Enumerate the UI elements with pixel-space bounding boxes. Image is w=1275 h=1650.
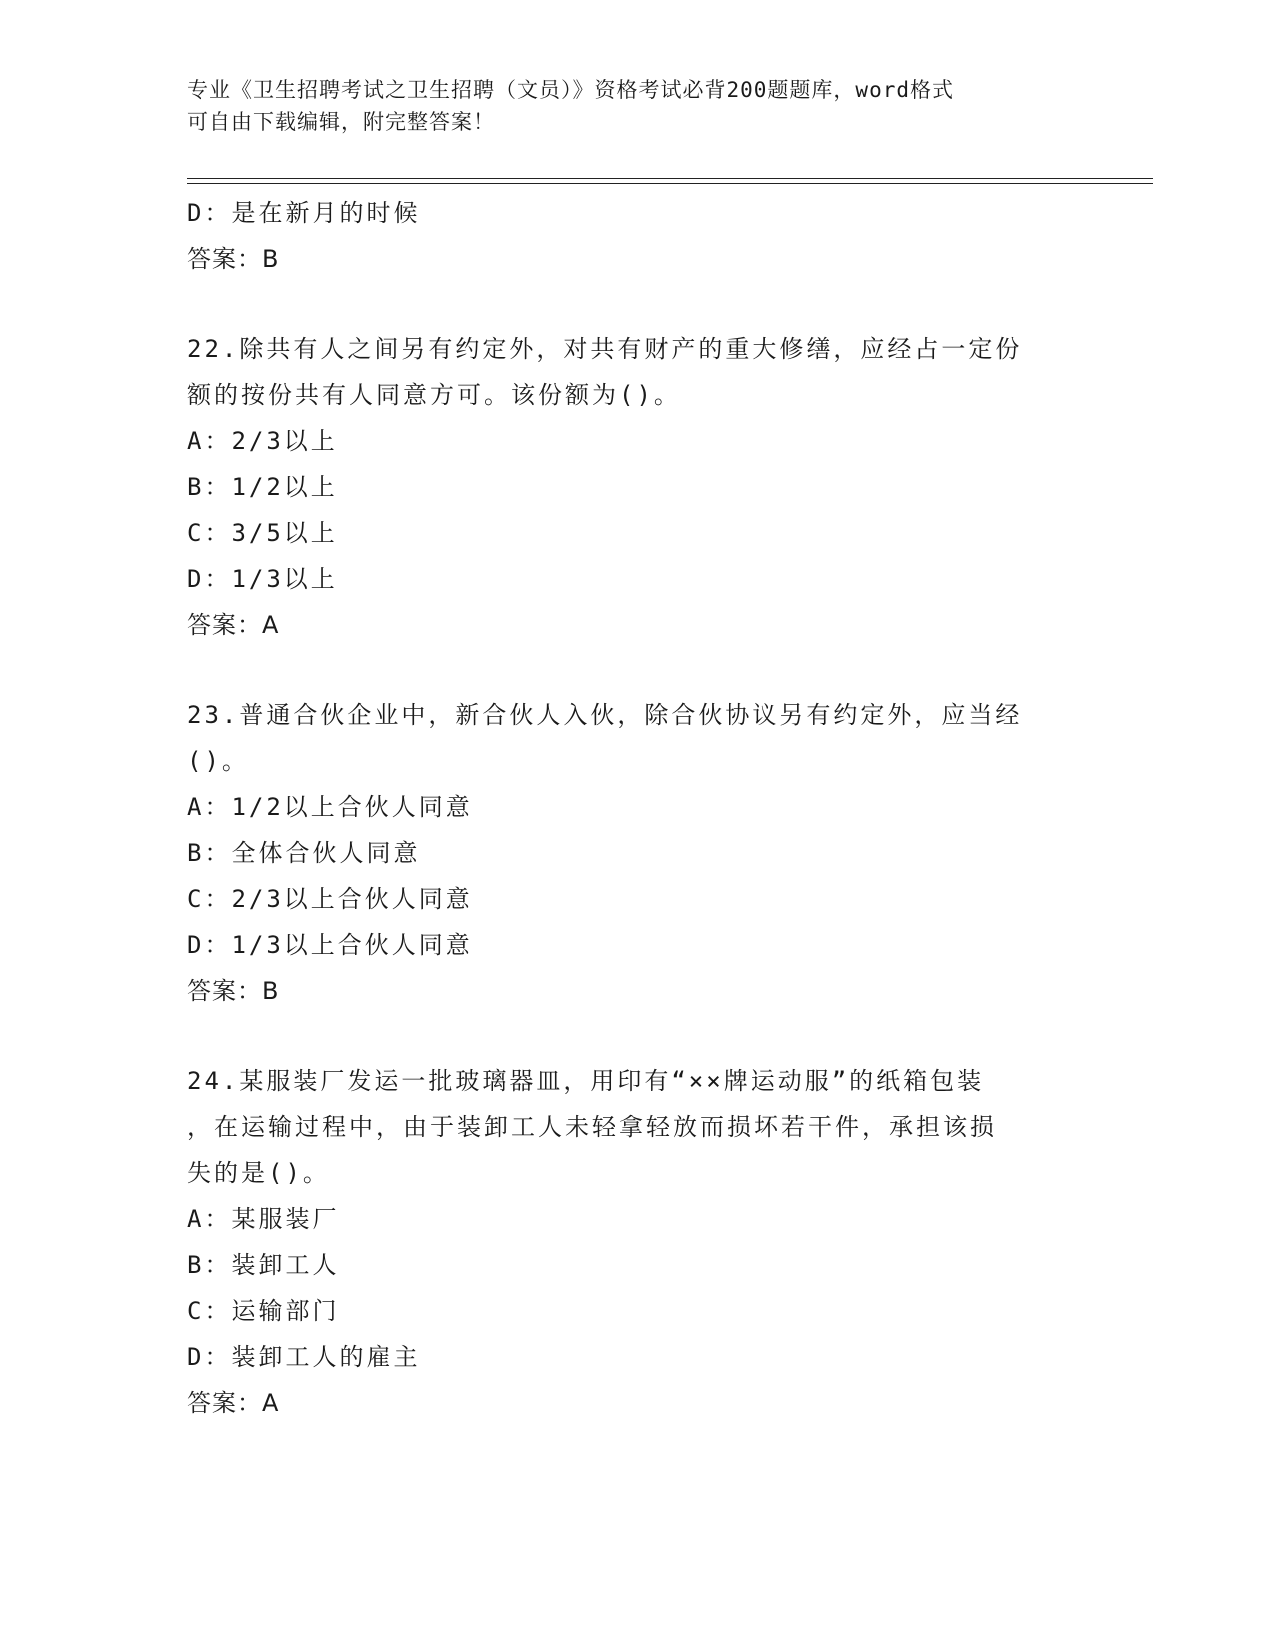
question-22 [187, 326, 1087, 648]
option-a: A：1/2以上合伙人同意 [187, 793, 473, 821]
spacer [187, 1014, 1087, 1058]
document-header [187, 74, 1067, 138]
spacer [187, 648, 1087, 692]
answer-line: 答案：B [187, 977, 280, 1005]
spacer [187, 282, 1087, 326]
question-stem-line: 23.普通合伙企业中，新合伙人入伙，除合伙协议另有约定外，应当经 [187, 701, 1023, 729]
header-line-2: 可自由下载编辑，附完整答案！ [187, 110, 495, 134]
option-a: A：某服装厂 [187, 1205, 340, 1233]
answer-line: 答案：A [187, 1389, 280, 1417]
question-stem-line: 24.某服装厂发运一批玻璃器皿，用印有“××牌运动服”的纸箱包装 [187, 1067, 985, 1095]
option-b: B：1/2以上 [187, 473, 338, 501]
option-d: D：装卸工人的雇主 [187, 1343, 421, 1371]
option-a: A：2/3以上 [187, 427, 338, 455]
question-24 [187, 1058, 1087, 1426]
option-b: B：装卸工人 [187, 1251, 340, 1279]
question-stem-line: 失的是()。 [187, 1159, 330, 1187]
question-stem-line: ()。 [187, 747, 249, 775]
option-c: C：3/5以上 [187, 519, 338, 547]
question-stem-line: 22.除共有人之间另有约定外，对共有财产的重大修缮，应经占一定份 [187, 335, 1023, 363]
option-b: B：全体合伙人同意 [187, 839, 421, 867]
header-rule-top [187, 178, 1153, 179]
header-line-1: 专业《卫生招聘考试之卫生招聘（文员）》资格考试必背200题题库，word格式 [187, 78, 954, 102]
question-23 [187, 692, 1087, 1014]
option-d: D：1/3以上 [187, 565, 338, 593]
header-rule-bottom [187, 183, 1153, 184]
answer-line: 答案：B [187, 245, 280, 273]
option-c: C：运输部门 [187, 1297, 340, 1325]
option-d: D：是在新月的时候 [187, 199, 421, 227]
option-d: D：1/3以上合伙人同意 [187, 931, 473, 959]
answer-line: 答案：A [187, 611, 280, 639]
option-c: C：2/3以上合伙人同意 [187, 885, 473, 913]
question-list [187, 190, 1087, 1426]
previous-question-tail [187, 190, 1087, 282]
question-stem-line: 额的按份共有人同意方可。该份额为()。 [187, 381, 681, 409]
question-stem-line: ，在运输过程中，由于装卸工人未轻拿轻放而损坏若干件，承担该损 [187, 1113, 997, 1141]
